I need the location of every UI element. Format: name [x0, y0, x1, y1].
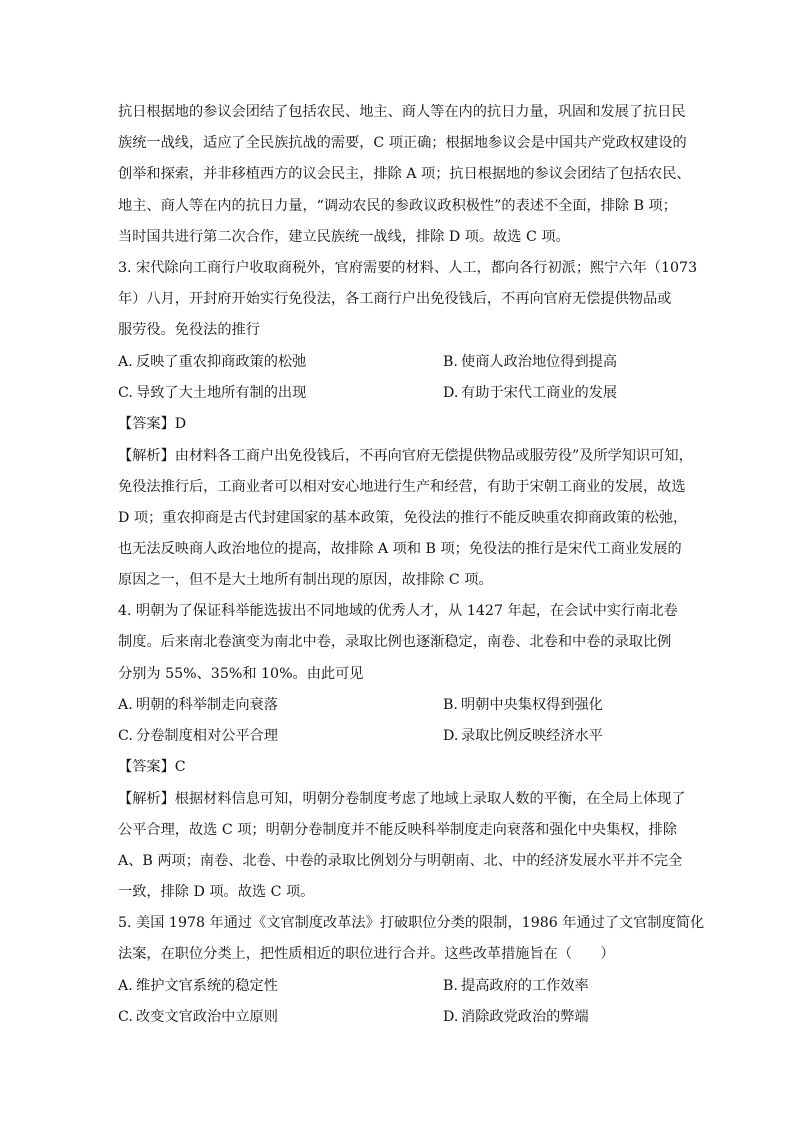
option-text: 改变文官政治中立原则 [136, 1009, 278, 1025]
q4-analysis-line: A、B 两项；南卷、北卷、中卷的录取比例划分与明朝南、北、中的经济发展水平并不完全 [118, 853, 683, 869]
q3-analysis-line: 【解析】由材料各工商户出免役钱后，不再向官府无偿提供物品或服劳役”及所学知识可知， [118, 448, 693, 464]
option-letter: B. [443, 354, 458, 370]
q4-option-b [443, 695, 603, 715]
q2-explanation-line: 地主、商人等在内的抗日力量，“调动农民的参政议政积极性”的表述不全面，排除 B 项； [118, 198, 677, 214]
q4-option-a [118, 695, 278, 715]
q4-stem-line: 制度。后来南北卷演变为南北中卷，录取比例也逐渐稳定，南卷、北卷和中卷的录取比例 [118, 634, 672, 650]
option-text: 消除政党政治的弊端 [461, 1009, 589, 1025]
q3-analysis-line: 原因之一，但不是大土地所有制出现的原因，故排除 C 项。 [118, 572, 493, 588]
option-letter: A. [118, 978, 133, 994]
option-text: 录取比例反映经济水平 [461, 728, 603, 744]
q3-option-d [443, 383, 617, 403]
q4-analysis-line: 一致，排除 D 项。故选 C 项。 [118, 884, 315, 900]
q5-option-d [443, 1007, 589, 1027]
q4-stem-line: 4. 明朝为了保证科举能选拔出不同地域的优秀人才，从 1427 年起，在会试中实行南北卷 [118, 603, 678, 619]
option-text: 有助于宋代工商业的发展 [461, 385, 618, 401]
q3-analysis-line: 也无法反映商人政治地位的提高，故排除 A 项和 B 项；免役法的推行是宋代工商业发展的 [118, 541, 682, 557]
q5-option-b [443, 976, 589, 996]
option-letter: A. [118, 697, 133, 713]
q4-option-c [118, 726, 278, 746]
q3-analysis-line: 免役法推行后，工商业者可以相对安心地进行生产和经营，有助于宋朝工商业的发展，故选 [118, 479, 686, 495]
option-text: 使商人政治地位得到提高 [461, 354, 618, 370]
option-letter: C. [118, 1009, 133, 1025]
option-letter: D. [443, 1009, 459, 1025]
option-letter: A. [118, 354, 133, 370]
q3-stem-line: 服劳役。免役法的推行 [118, 322, 260, 338]
q5-option-c [118, 1007, 278, 1027]
option-text: 分卷制度相对公平合理 [136, 728, 278, 744]
option-letter: B. [443, 978, 458, 994]
option-text: 反映了重农抑商政策的松弛 [136, 354, 307, 370]
q3-option-a [118, 352, 306, 372]
option-text: 提高政府的工作效率 [461, 978, 589, 994]
q5-stem-line: 法案，在职位分类上，把性质相近的职位进行合并。这些改革措施旨在（ ） [118, 946, 615, 962]
option-letter: D. [443, 728, 459, 744]
q4-option-d [443, 726, 603, 746]
option-text: 导致了大土地所有制的出现 [136, 385, 307, 401]
q2-explanation-line: 当时国共进行第二次合作，建立民族统一战线，排除 D 项。故选 C 项。 [118, 229, 570, 245]
q3-option-b [443, 352, 617, 372]
q3-option-c [118, 383, 306, 403]
q5-stem-line: 5. 美国 1978 年通过《文官制度改革法》打破职位分类的限制，1986 年通过了文官制度简化 [118, 915, 705, 931]
q5-option-a [118, 976, 278, 996]
q2-explanation-line: 创举和探索，并非移植西方的议会民主，排除 A 项；抗日根据地的参议会团结了包括农民、 [118, 166, 691, 182]
option-letter: D. [443, 385, 459, 401]
option-letter: C. [118, 385, 133, 401]
q2-explanation-line: 族统一战线，适应了全民族抗战的需要，C 项正确；根据地参议会是中国共产党政权建设的 [118, 135, 687, 151]
q3-stem-line: 年）八月，开封府开始实行免役法，各工商行户出免役钱后，不再向官府无偿提供物品或 [118, 291, 672, 307]
q4-stem-line: 分别为 55%、35%和 10%。由此可见 [118, 666, 364, 682]
option-text: 明朝的科举制走向衰落 [136, 697, 278, 713]
q4-analysis-line: 【解析】根据材料信息可知，明朝分卷制度考虑了地域上录取人数的平衡，在全局上体现了 [118, 791, 686, 807]
q4-analysis-line: 公平合理，故选 C 项；明朝分卷制度并不能反映科举制度走向衰落和强化中央集权，排除 [118, 822, 678, 838]
q3-analysis-line: D 项；重农抑商是古代封建国家的基本政策，免役法的推行不能反映重农抑商政策的松弛， [118, 510, 688, 526]
q3-answer: 【答案】D [118, 416, 187, 432]
option-text: 明朝中央集权得到强化 [461, 697, 603, 713]
q2-explanation-line: 抗日根据地的参议会团结了包括农民、地主、商人等在内的抗日力量，巩固和发展了抗日民 [118, 104, 686, 120]
option-text: 维护文官系统的稳定性 [136, 978, 278, 994]
q4-answer: 【答案】C [118, 759, 186, 775]
q3-stem-line: 3. 宋代除向工商行户收取商税外，官府需要的材料、人工，都向各行初派；熙宁六年（1073 [118, 260, 698, 276]
option-letter: C. [118, 728, 133, 744]
option-letter: B. [443, 697, 458, 713]
